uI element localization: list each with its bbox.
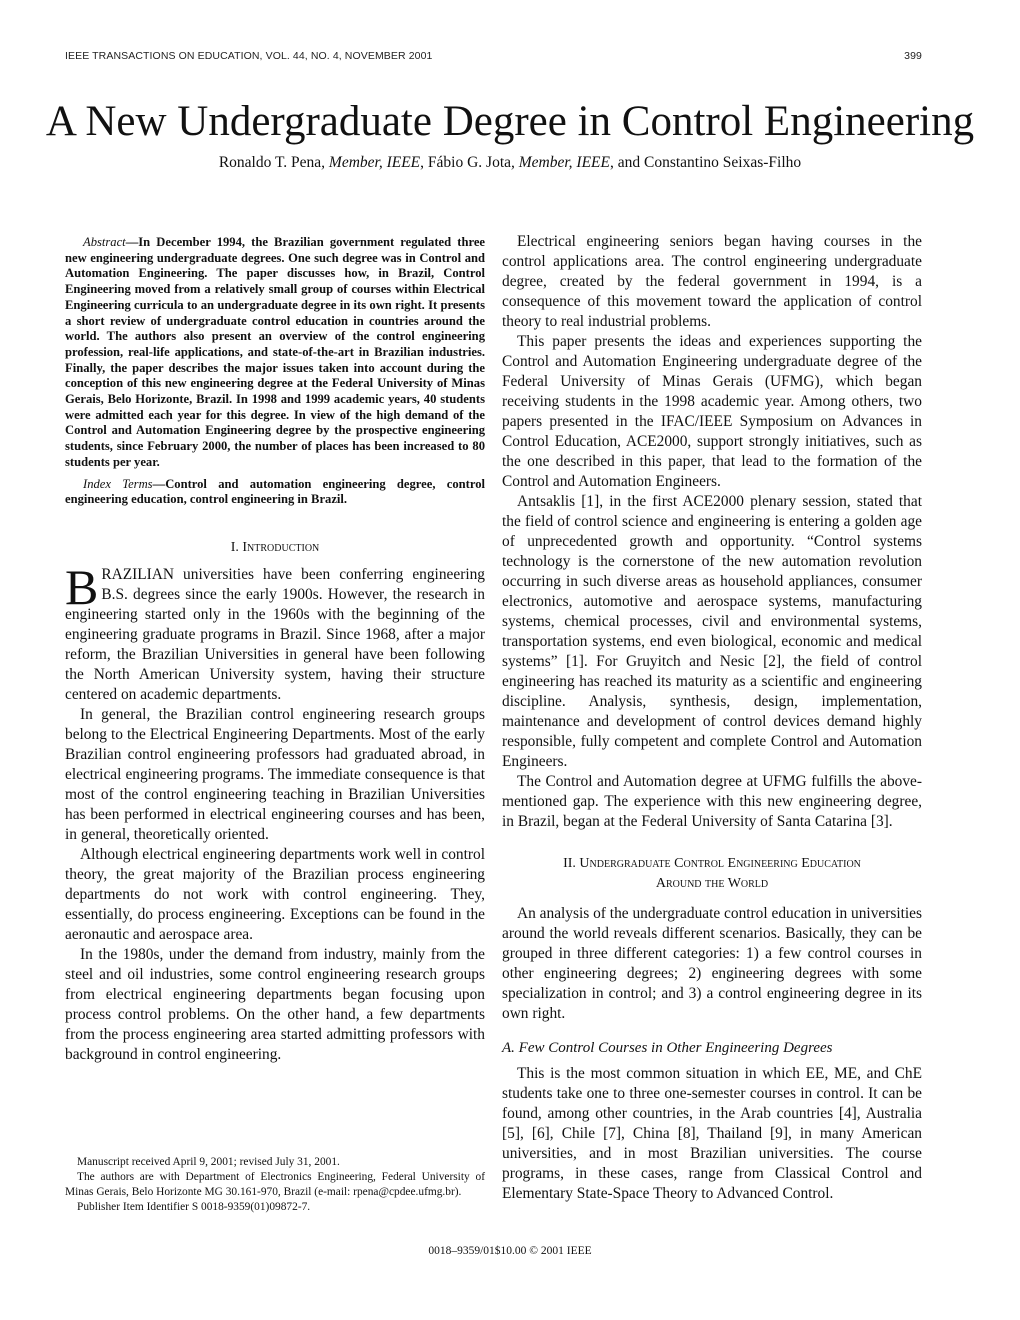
- section-heading-line: II. Undergraduate Control Engineering Education: [563, 856, 861, 871]
- abstract-text: —In December 1994, the Brazilian government regulated three new engineering undergraduate degrees. One such degree was in Control and Automation Engineering. The paper discusses how, in Brazil, Control Engineering moved from a relatively small group of courses within Electrical Engineering curricula to an undergraduate degree in its own right. It presents a short review of undergraduate control education in countries around the world. The authors also present an overview of the control engineering profession, real-life applications, and state-of-the-art in Brazilian industries. Finally, the paper describes the major issues taken into account during the conception of this new engineering degree at the Federal University of Minas Gerais, Belo Horizonte, Brazil. In 1998 and 1999 academic years, 40 students were admitted each year for this degree. In view of the high demand of the Control and Automation Engineering degree by the prospective engineering students, since February 2000, the number of places has been increased to 80 students per year.: [65, 235, 485, 469]
- subsection-heading-a: A. Few Control Courses in Other Engineering Degrees: [502, 1040, 833, 1056]
- running-header: [65, 50, 922, 62]
- author-1: Ronaldo T. Pena: [218, 154, 322, 171]
- index-terms-label: Index Terms: [83, 476, 153, 491]
- paragraph: Antsaklis [1], in the first ACE2000 plenary session, stated that the field of control science and engineering is entering a golden age of unprecedented growth and opportunity. “Control systems technology is the cornerstone of the new automation revolution occurring in such diverse areas as household appliances, consumer electronics, automotive and aerospace systems, manufacturing systems, chemical processes, civil and environmental systems, transportation systems, end even biological, economic and medical systems” [1]. For Gruyitch and Nesic [2], the field of control engineering has reached its maturity as a scientific and engineering discipline. Analysis, synthesis, design, implementation, maintenance and development of control devices demand highly responsible, fully competent and complete Control and Automation Engineers.: [502, 493, 922, 770]
- index-terms-text: —Control and automation engineering degree, control engineering education, control engineering in Brazil.: [65, 476, 486, 507]
- paper-title: A New Undergraduate Degree in Control Engineering: [45, 98, 975, 145]
- footnote: Publisher Item Identifier S 0018-9359(01)09872-7.: [77, 1201, 311, 1213]
- journal-citation: IEEE TRANSACTIONS ON EDUCATION, VOL. 44, NO. 4, NOVEMBER 2001: [65, 50, 433, 62]
- copyright-line: 0018–9359/01$10.00 © 2001 IEEE: [428, 1245, 592, 1257]
- paragraph: The Control and Automation degree at UFMG fulfills the above-mentioned gap. The experience with this new engineering degree, in Brazil, began at the Federal University of Santa Catarina [3].: [502, 773, 922, 830]
- section-heading-2: [502, 854, 922, 894]
- right-column: [502, 232, 922, 1204]
- index-terms: [65, 477, 485, 508]
- author-line: [0, 154, 1020, 172]
- section-heading-introduction: I. Introduction: [230, 539, 320, 555]
- author-1-role: , Member, IEEE: [321, 154, 421, 171]
- footnote: Manuscript received April 9, 2001; revised July 31, 2001.: [77, 1156, 340, 1168]
- author-3: , and Constantino Seixas-Filho: [610, 154, 802, 171]
- footnote: The authors are with Department of Electronics Engineering, Federal University of Minas Gerais, Belo Horizonte MG 30.161-970, Brazil (e-mail: rpena@cpdee.ufmg.br).: [65, 1171, 485, 1198]
- paragraph: This paper presents the ideas and experiences supporting the Control and Automation Engineering undergraduate degree of the Federal University of Minas Gerais (UFMG), which began receiving students in the 1998 academic year. Among others, two papers presented in the IFAC/IEEE Symposium on Advances in Control Education, ACE2000, support strongly initiatives, such as the one described in this paper, that lead to the formation of the Control and Automation Engineers.: [502, 333, 922, 490]
- author-2-role: , Member, IEEE: [511, 154, 610, 171]
- abstract: [65, 235, 485, 471]
- paragraph: In general, the Brazilian control engineering research groups belong to the Electrical Engineering Departments. Most of the early Brazilian control engineering professors had graduated abroad, in electrical engineering programs. The immediate consequence is that most of the control engineering teaching in Brazilian Universities has been performed in electrical engineering courses and has been, in general, theoretically oriented.: [65, 705, 485, 843]
- section-heading-line: Around the World: [655, 876, 769, 891]
- paragraph: Although electrical engineering departments work well in control theory, the great majority of the Brazilian process engineering departments do not work with control engineering. They, essentially, do process engineering. Exceptions can be found in the aeronautic and aerospace area.: [65, 845, 485, 943]
- footnotes: [65, 1155, 485, 1215]
- paragraph: This is the most common situation in which EE, ME, and ChE students take one to three one-semester courses in control. It can be found, among other countries, in the Arab countries [4], Australia [5], [6], Chile [7], China [8], Thailand [9], in many American universities, and in most Brazilian universities. The course programs, in these cases, range from Classical Control and Elementary State-Space Theory to Advanced Control.: [502, 1065, 922, 1202]
- abstract-label: Abstract: [83, 235, 126, 249]
- paragraph: An analysis of the undergraduate control education in universities around the world reveals different scenarios. Basically, they can be grouped in three different categories: 1) a few control courses in other engineering degrees; 2) engineering degrees with some specialization in control; and 3) a control engineering degree in its own right.: [502, 905, 922, 1022]
- paragraph-text: RAZILIAN universities have been conferring engineering B.S. degrees since the early 1900s. However, the research in engineering started only in the 1960s with the beginning of the engineering graduate programs in Brazil. Since 1968, after a major reform, the Brazilian Universities in general have been following the North American University system, having their structure centered on academic departments.: [65, 565, 485, 703]
- paragraph: In the 1980s, under the demand from industry, mainly from the steel and oil industries, some control engineering research groups from electrical engineering departments began focusing upon process control problems. On the other hand, a few departments from the process engineering area started admitting professors with background in control engineering.: [65, 945, 485, 1063]
- paragraph: [65, 558, 485, 705]
- left-column: [65, 235, 485, 1065]
- drop-cap: B: [65, 558, 99, 615]
- author-2: , Fábio G. Jota: [420, 154, 511, 171]
- paragraph: Electrical engineering seniors began having courses in the control applications area. The control engineering undergraduate degree, created by the federal government in 1994, is a consequence of this movement toward the application of control theory to real industrial problems.: [502, 233, 922, 330]
- page-number: 399: [904, 50, 922, 62]
